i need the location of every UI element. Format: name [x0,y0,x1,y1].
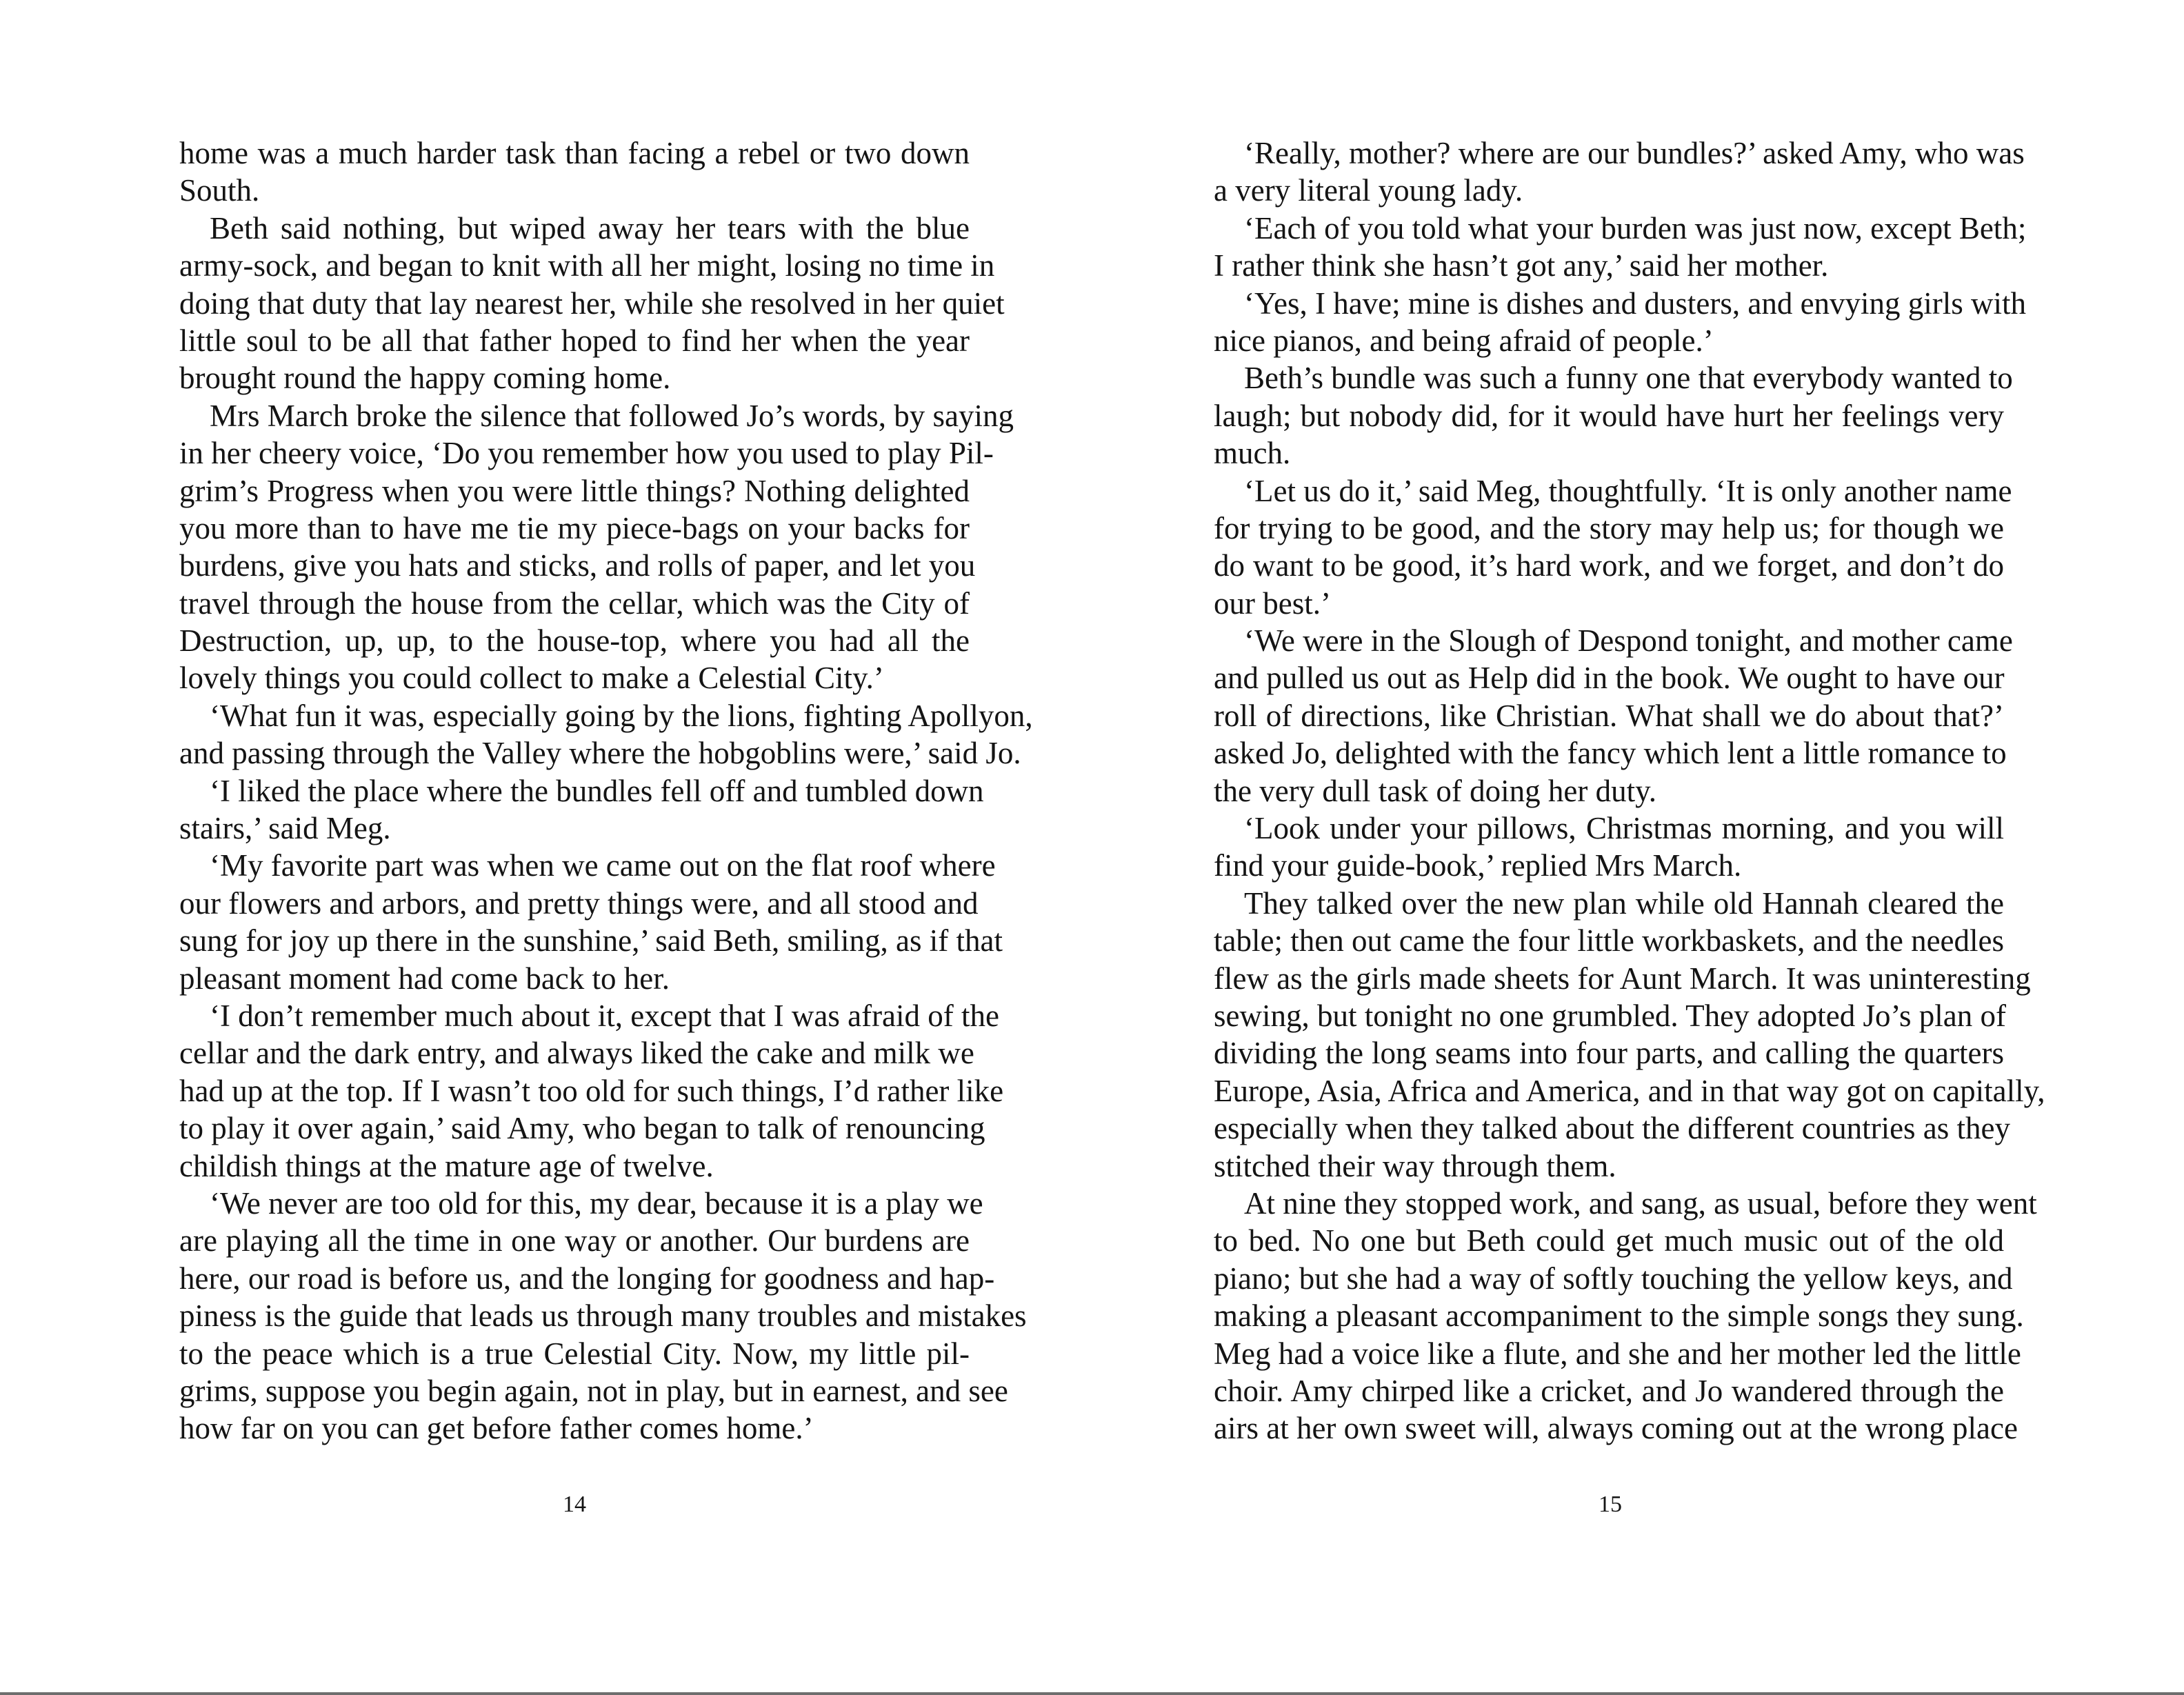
text-line: I rather think she hasn’t got any,’ said her mother. [1214,248,1829,283]
text-line: lovely things you could collect to make a Celestial City.’ [179,661,884,696]
text-line: dividing the long seams into four parts, and calling the quarters [1214,1036,2004,1071]
text-line: ‘Look under your pillows, Christmas morning, and you will [1244,811,2004,846]
left-page-body [179,134,1033,1447]
text-line: ‘Yes, I have; mine is dishes and dusters, and envying girls with [1244,285,2027,321]
text-line: piness is the guide that leads us through many troubles and mistakes [179,1298,1027,1334]
text-line: Beth’s bundle was such a funny one that everybody wanted to [1244,361,2013,396]
bottom-edge-rule [0,1692,2184,1695]
text-line: much. [1214,436,1291,471]
text-line: ‘My favorite part was when we came out on the flat roof where [210,848,996,883]
text-line: Mrs March broke the silence that followed Jo’s words, by saying [210,398,1014,433]
text-line: especially when they talked about the different countries as they [1214,1111,2011,1146]
text-line: grim’s Progress when you were little things? Nothing delighted [179,473,970,508]
text-line: pleasant moment had come back to her. [179,961,670,996]
text-line: how far on you can get before father comes home.’ [179,1411,814,1446]
text-line: nice pianos, and being afraid of people.’ [1214,323,1714,358]
text-line: stairs,’ said Meg. [179,811,391,846]
text-line: burdens, give you hats and sticks, and rolls of paper, and let you [179,548,976,583]
text-line: ‘We never are too old for this, my dear, because it is a play we [210,1185,983,1221]
text-line: ‘We were in the Slough of Despond tonight, and mother came [1244,623,2013,659]
text-line: Europe, Asia, Africa and America, and in that way got on capitally, [1214,1073,2045,1108]
text-line: travel through the house from the cellar, which was the City of [179,585,970,621]
text-line: laugh; but nobody did, for it would have hurt her feelings very [1214,398,2004,433]
text-line: for trying to be good, and the story may help us; for though we [1214,510,2004,545]
text-line: ‘I liked the place where the bundles fell off and tumbled down [210,773,984,808]
text-line: sung for joy up there in the sunshine,’ said Beth, smiling, as if that [179,923,1003,959]
text-line: are playing all the time in one way or another. Our burdens are [179,1223,970,1258]
text-line: ‘Let us do it,’ said Meg, thoughtfully. ‘It is only another name [1244,473,2012,508]
right-page-body [1214,134,2045,1447]
text-line: choir. Amy chirped like a cricket, and Jo wandered through the [1214,1373,2004,1408]
text-line: Beth said nothing, but wiped away her tears with the blue [210,210,970,245]
text-line: you more than to have me tie my piece-bags on your backs for [179,510,970,545]
text-line: home was a much harder task than facing a rebel or two down [179,136,970,170]
text-line: flew as the girls made sheets for Aunt March. It was uninteresting [1214,961,2031,996]
text-line: roll of directions, like Christian. What shall we do about that?’ [1214,698,2004,733]
text-line: find your guide-book,’ replied Mrs March. [1214,848,1742,883]
text-line: little soul to be all that father hoped to find her when the year [179,323,970,358]
text-line: here, our road is before us, and the longing for goodness and hap- [179,1261,995,1296]
text-line: had up at the top. If I wasn’t too old for such things, I’d rather like [179,1073,1004,1108]
text-line: to the peace which is a true Celestial City. Now, my little pil- [179,1336,970,1371]
text-line: to play it over again,’ said Amy, who began to talk of renouncing [179,1111,985,1146]
text-line: the very dull task of doing her duty. [1214,773,1656,808]
text-line: At nine they stopped work, and sang, as usual, before they went [1244,1185,2037,1221]
text-line: They talked over the new plan while old Hannah cleared the [1244,885,2004,921]
text-line: airs at her own sweet will, always coming out at the wrong place [1214,1411,2018,1446]
text-line: asked Jo, delighted with the fancy which lent a little romance to [1214,736,2007,771]
text-line: do want to be good, it’s hard work, and we forget, and don’t do [1214,548,2004,583]
text-line: a very literal young lady. [1214,173,1523,208]
text-line: army-sock, and began to knit with all her might, losing no time in [179,248,995,283]
text-line: and passing through the Valley where the hobgoblins were,’ said Jo. [179,736,1021,771]
text-line: ‘What fun it was, especially going by the lions, fighting Apollyon, [210,698,1033,733]
text-line: piano; but she had a way of softly touching the yellow keys, and [1214,1261,2013,1296]
text-line: grims, suppose you begin again, not in play, but in earnest, and see [179,1373,1008,1408]
text-line: sewing, but tonight no one grumbled. They adopted Jo’s plan of [1214,998,2007,1033]
text-line: ‘Really, mother? where are our bundles?’ asked Amy, who was [1244,136,2025,170]
text-line: our best.’ [1214,585,1331,621]
text-line: cellar and the dark entry, and always liked the cake and milk we [179,1036,974,1071]
right-page [1092,0,2184,1695]
text-line: making a pleasant accompaniment to the simple songs they sung. [1214,1298,2024,1334]
left-page-number: 14 [563,1492,586,1517]
text-line: South. [179,173,260,208]
text-line: in her cheery voice, ‘Do you remember how you used to play Pil- [179,436,994,471]
text-line: Destruction, up, up, to the house-top, where you had all the [179,623,970,659]
text-line: our flowers and arbors, and pretty things were, and all stood and [179,885,979,921]
text-line: Meg had a voice like a flute, and she and her mother led the little [1214,1336,2021,1371]
text-line: ‘I don’t remember much about it, except that I was afraid of the [210,998,999,1033]
text-line: stitched their way through them. [1214,1148,1616,1183]
text-line: childish things at the mature age of twelve. [179,1148,714,1183]
text-line: and pulled us out as Help did in the book. We ought to have our [1214,661,2005,696]
text-line: ‘Each of you told what your burden was just now, except Beth; [1244,210,2027,245]
text-line: table; then out came the four little workbaskets, and the needles [1214,923,2004,959]
right-page-number: 15 [1599,1492,1622,1517]
text-line: brought round the happy coming home. [179,361,671,396]
text-line: doing that duty that lay nearest her, while she resolved in her quiet [179,285,1005,321]
text-line: to bed. No one but Beth could get much music out of the old [1214,1223,2004,1258]
